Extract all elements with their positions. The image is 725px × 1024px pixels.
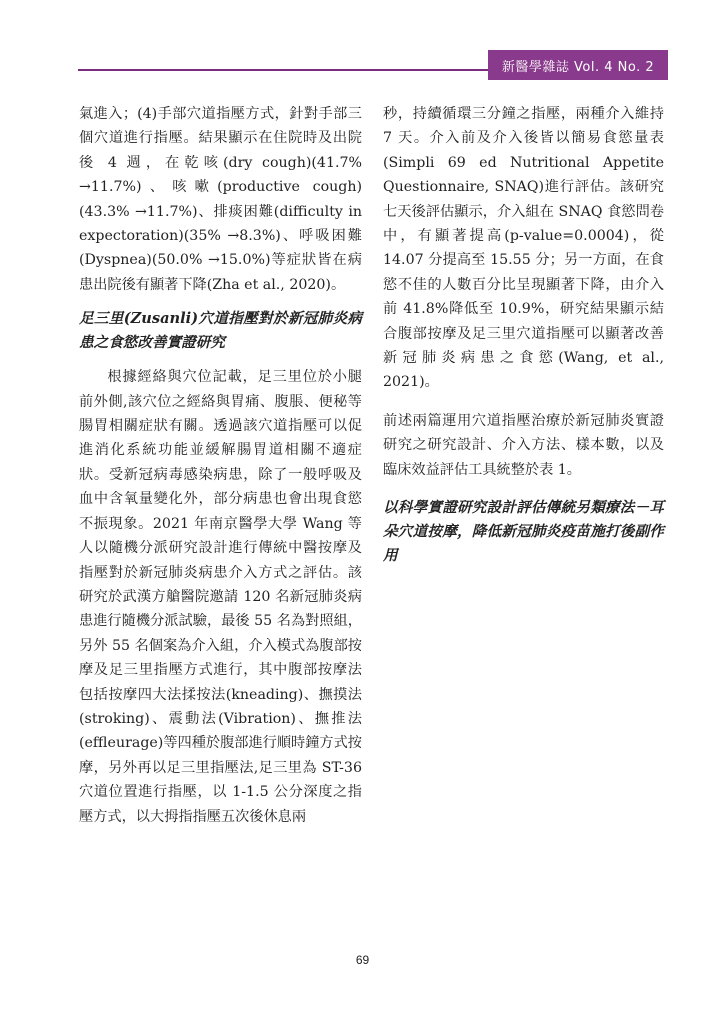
- right-paragraph-1: 秒，持續循環三分鐘之指壓，兩種介入維持 7 天。介入前及介入後皆以簡易食慾量表 (Simpli 69 ed Nutritional Appetite Questionnaire, SNAQ)進行評估。該研究七天後評估顯示，介入組在 SNAQ 食慾問卷中，有顯著提高(p-value=0.0004)，從 14.07 分提高至 15.55 分；另一方面，在食慾不佳的人數百分比呈現顯著下降，由介入前 41.8%降低至 10.9%，研究結果顯示結合腹部按摩及足三里穴道指壓可以顯著改善新冠肺炎病患之食慾(Wang, et al., 2021)。: [383, 106, 664, 391]
- right-column: [383, 102, 664, 578]
- header-rule: [78, 69, 488, 71]
- journal-badge: 新醫學雜誌 Vol. 4 No. 2: [488, 50, 668, 80]
- left-column: [79, 102, 362, 829]
- right-paragraph-2: 前述兩篇運用穴道指壓治療於新冠肺炎實證研究之研究設計、介入方法、樣本數，以及臨床效益評估工具統整於表 1。: [383, 412, 664, 478]
- section-heading-zusanli: 足三里(Zusanli)穴道指壓對於新冠肺炎病患之食慾改善實證研究: [79, 310, 362, 352]
- page-number: 69: [355, 953, 370, 967]
- left-paragraph-2: 根據經絡與穴位記載，足三里位於小腿前外側,該穴位之經絡與胃痛、腹脹、便秘等腸胃相關症狀有關。透過該穴道指壓可以促進消化系統功能並緩解腸胃道相關不適症狀。受新冠病毒感染病患，除了一般呼吸及血中含氧量變化外，部分病患也會出現食慾不振現象。2021 年南京醫學大學 Wang 等人以隨機分派研究設計進行傳統中醫按摩及指壓對於新冠肺炎病患介入方式之評估。該研究於武漢方艙醫院邀請 120 名新冠肺炎病患進行隨機分派試驗，最後 55 名為對照組，另外 55 名個案為介入組，介入模式為腹部按摩及足三里指壓方式進行，其中腹部按摩法包括按摩四大法揉按法(kneading)、撫摸法(stroking)、震動法(Vibration)、撫推法(effleurage)等四種於腹部進行順時鐘方式按摩，另外再以足三里指壓法,足三里為 ST-36 穴道位置進行指壓，以 1-1.5 公分深度之指壓方式，以大拇指指壓五次後休息兩: [79, 369, 362, 825]
- left-paragraph-1: 氣進入；(4)手部穴道指壓方式，針對手部三個穴道進行指壓。結果顯示在住院時及出院後 4 週，在乾咳(dry cough)(41.7% →11.7%)、咳嗽(productive cough)(43.3% →11.7%)、排痰困難(difficulty in expectoration)(35% →8.3%)、呼吸困難(Dyspnea)(50.0% →15.0%)等症狀皆在病患出院後有顯著下降(Zha et al., 2020)。: [79, 106, 362, 293]
- section-heading-ear-acupressure: 以科學實證研究設計評估傳統另類療法－耳朵穴道按摩，降低新冠肺炎疫苗施打後副作用: [383, 499, 664, 565]
